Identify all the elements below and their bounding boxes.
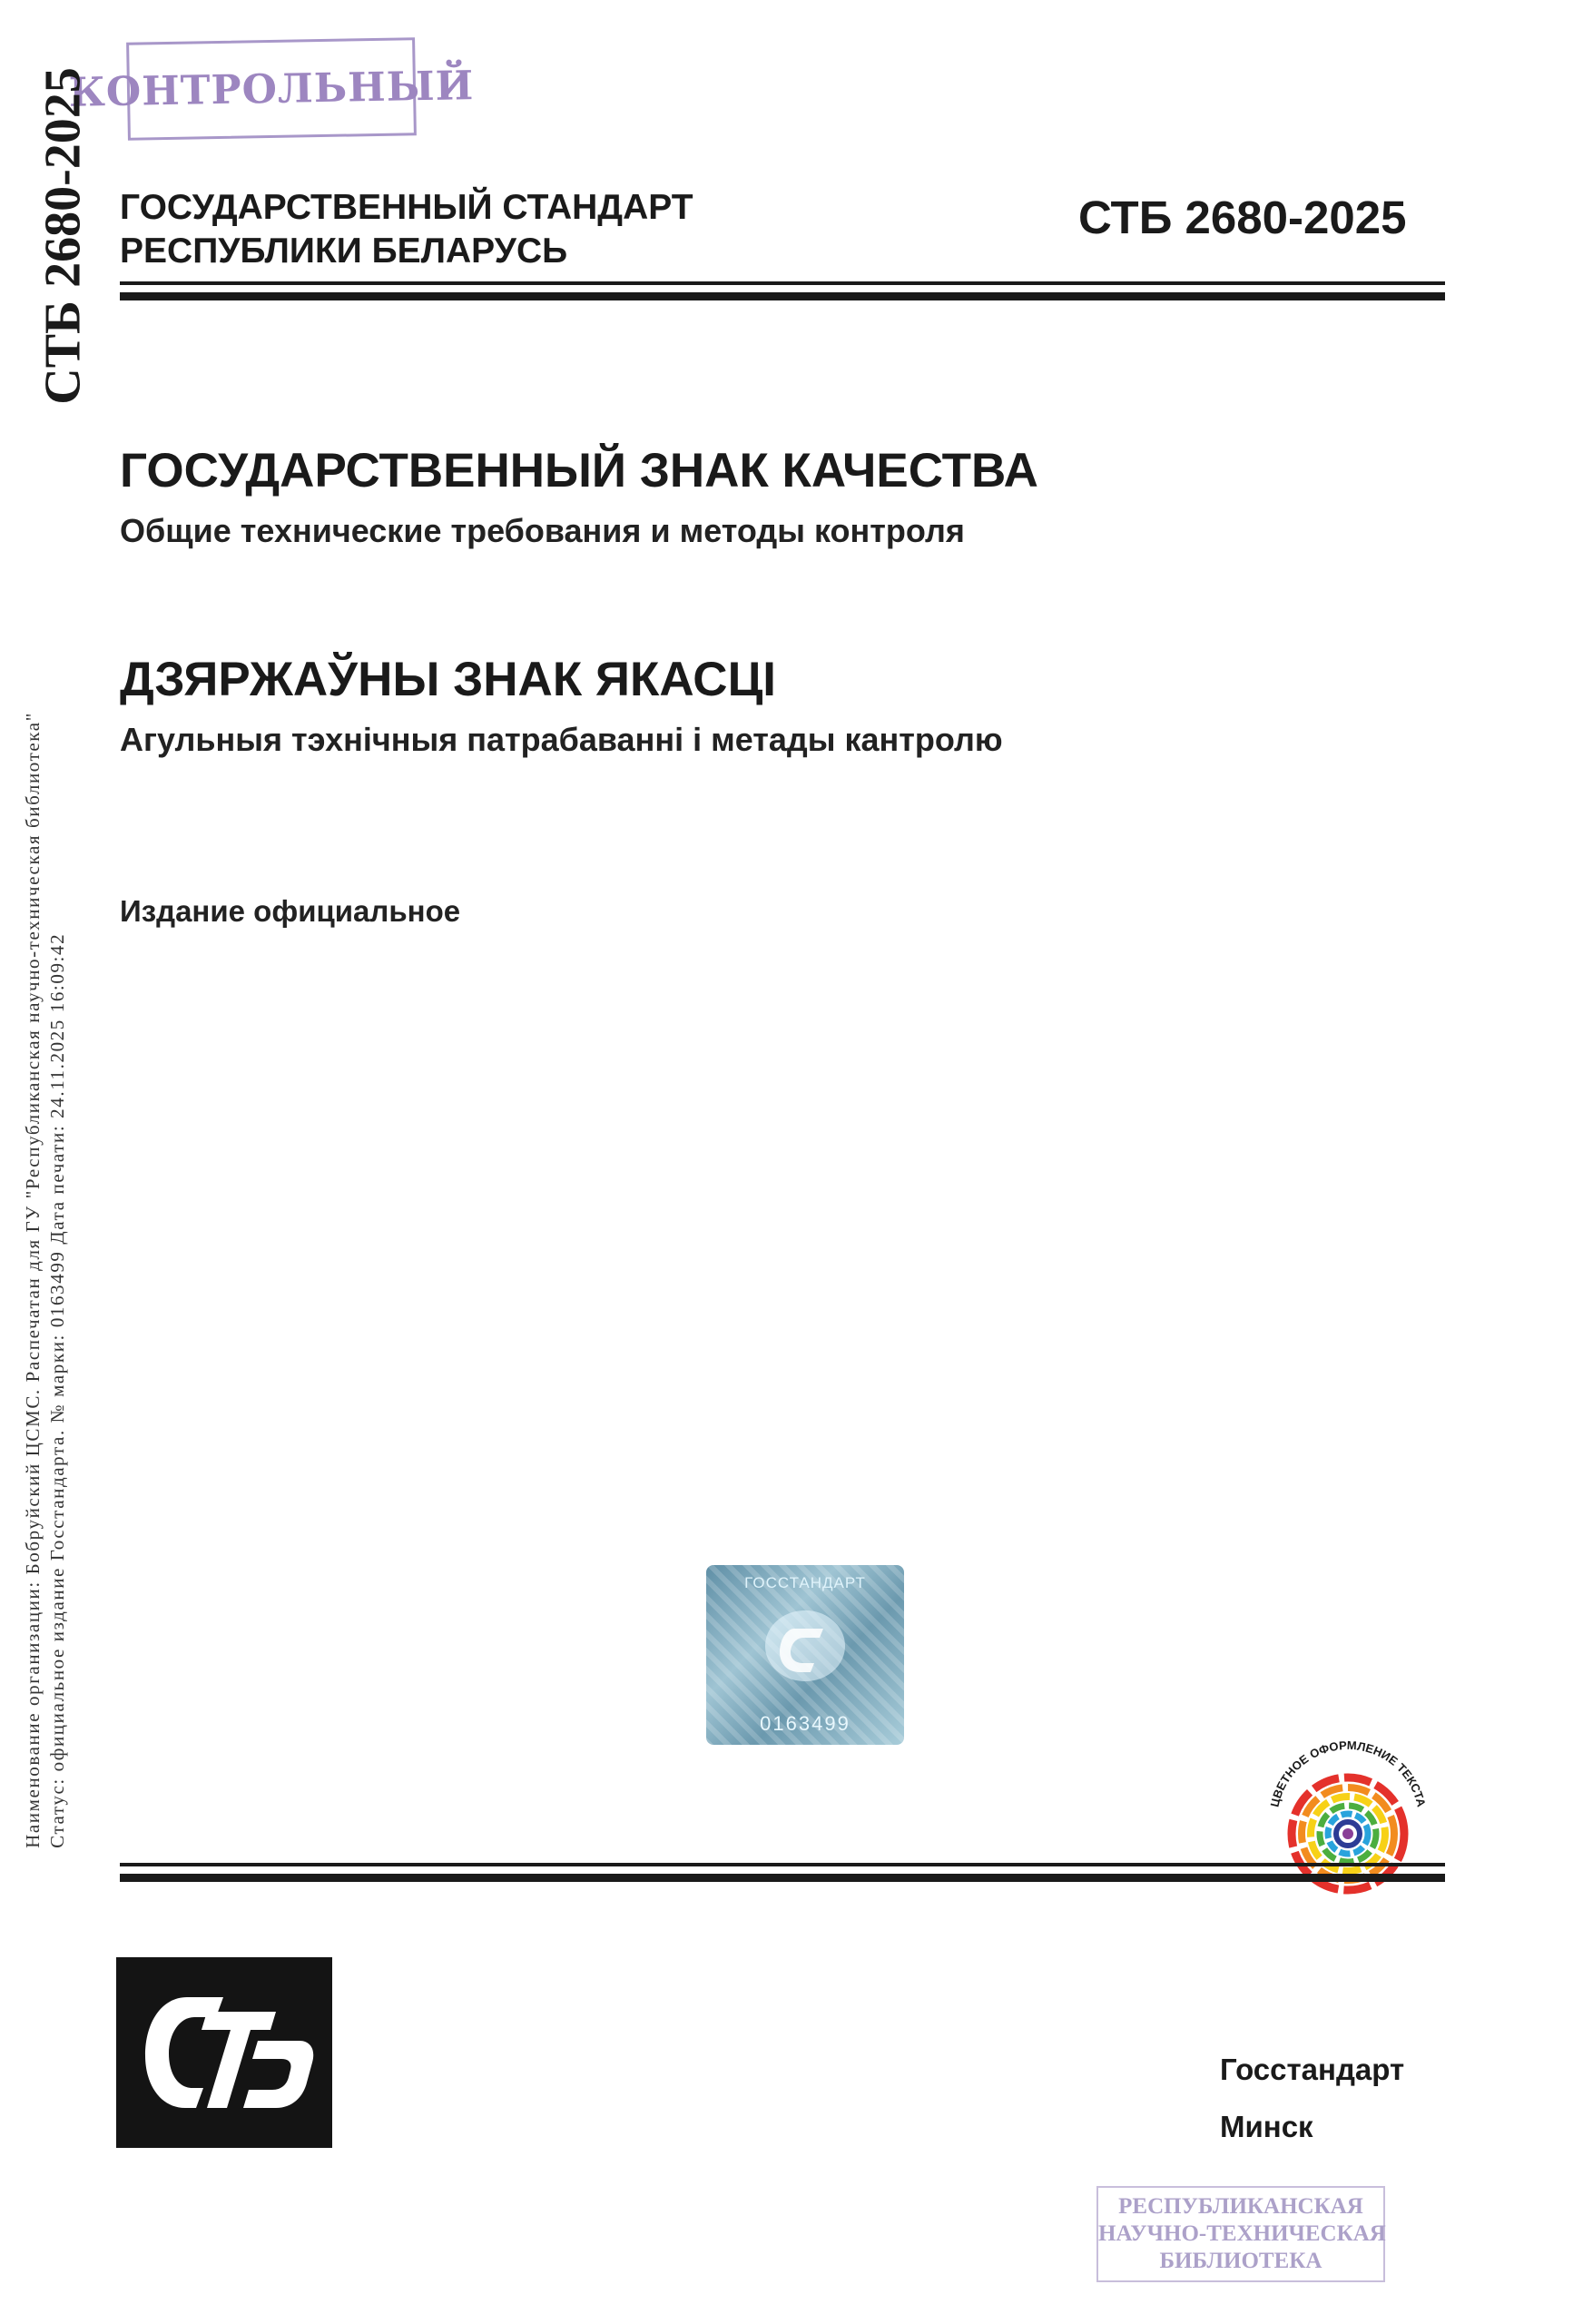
color-badge-text: ЦВЕТНОЕ ОФОРМЛЕНИЕ ТЕКСТА — [1267, 1738, 1429, 1808]
control-stamp — [68, 37, 475, 141]
header-rule-thin — [120, 281, 1445, 285]
library-stamp — [1096, 2186, 1385, 2282]
header-line1: ГОСУДАРСТВЕННЫЙ СТАНДАРТ — [120, 188, 693, 227]
stb-logo — [116, 1957, 332, 2148]
spine-code — [36, 54, 91, 418]
control-stamp-text: КОНТРОЛЬНЫЙ — [68, 62, 475, 116]
hologram-number: 0163499 — [760, 1712, 850, 1735]
stb-logo-icon — [116, 1957, 332, 2148]
title-ru: ГОСУДАРСТВЕННЫЙ ЗНАК КАЧЕСТВА — [120, 444, 1038, 497]
subtitle-by: Агульныя тэхнічныя патрабаванні і метады кантролю — [120, 721, 1003, 758]
publisher-city: Минск — [1220, 2110, 1313, 2143]
title-by: ДЗЯРЖАЎНЫ ЗНАК ЯКАСЦІ — [120, 653, 777, 706]
library-stamp-line1: РЕСПУБЛИКАНСКАЯ — [1118, 2194, 1363, 2219]
footer-rule-thin — [120, 1863, 1445, 1866]
edition-label: Издание официальное — [120, 894, 461, 928]
hologram-top-text: ГОССТАНДАРТ — [744, 1574, 866, 1591]
print-info-line1: Наименование организации: Бобруйский ЦСМС. Распечатан для ГУ "Республиканская научно-техническая библиотека" — [22, 712, 44, 1848]
hologram-sticker — [706, 1565, 904, 1745]
subtitle-ru: Общие технические требования и методы контроля — [120, 512, 965, 549]
header-line2: РЕСПУБЛИКИ БЕЛАРУСЬ — [120, 231, 568, 271]
publisher-name: Госстандарт — [1220, 2053, 1405, 2086]
spine-code-text: СТБ 2680-2025 — [35, 67, 92, 405]
library-stamp-line3: БИБЛИОТЕКА — [1159, 2249, 1322, 2273]
header-standard-code: СТБ 2680-2025 — [1078, 192, 1407, 243]
print-info-line2: Статус: официальное издание Госстандарта. № марки: 0163499 Дата печати: 24.11.2025 16:09:42 — [46, 932, 68, 1848]
footer-rule-thick — [120, 1874, 1445, 1882]
library-stamp-line2: НАУЧНО-ТЕХНИЧЕСКАЯ — [1098, 2221, 1386, 2246]
header-standard-name — [120, 186, 693, 273]
header-rule-thick — [120, 292, 1445, 300]
print-info — [18, 508, 73, 2052]
hologram-logo-icon — [760, 1605, 850, 1687]
